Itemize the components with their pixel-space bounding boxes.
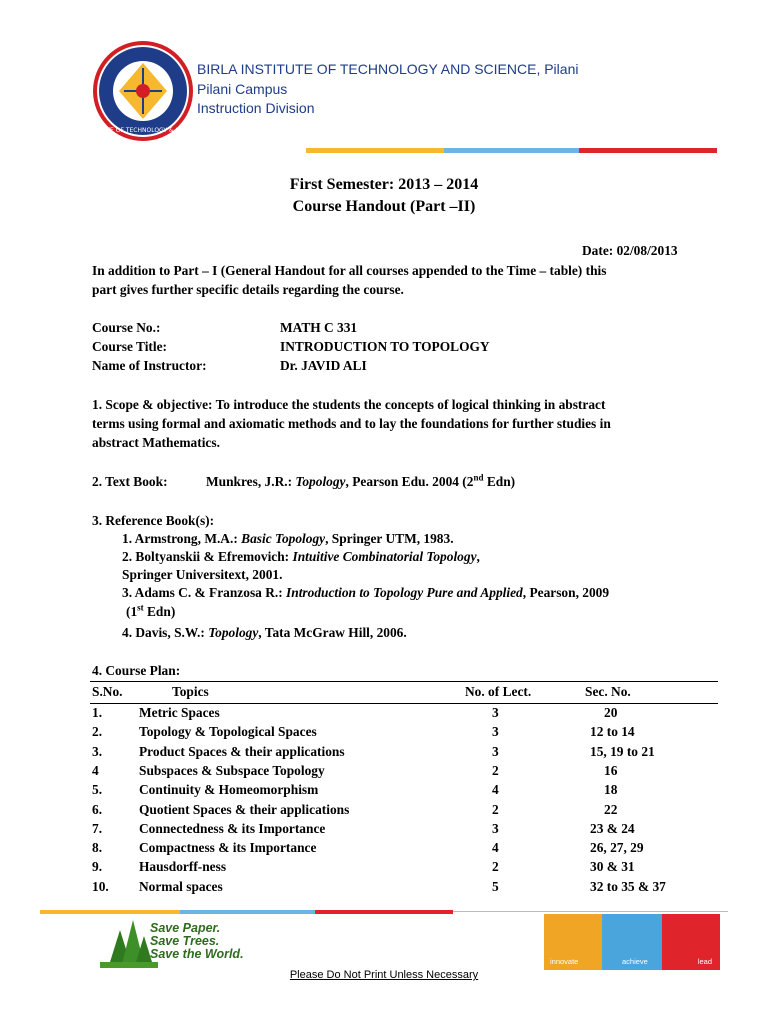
cell-section: 18 <box>604 782 618 798</box>
plan-heading: 4. Course Plan: <box>92 663 181 678</box>
cell-topic: Compactness & its Importance <box>139 840 317 856</box>
cell-sno: 2. <box>92 724 103 740</box>
ref-1 <box>122 531 454 547</box>
table-header-rule <box>90 703 718 704</box>
cell-topic: Metric Spaces <box>139 705 220 720</box>
cell-section: 30 & 31 <box>590 859 635 875</box>
cell-topic: Subspaces & Subspace Topology <box>139 762 325 778</box>
cell-lectures: 3 <box>492 820 499 836</box>
cell-sno: 3. <box>92 743 103 759</box>
save-slogan <box>150 922 244 961</box>
cell-topic: Quotient Spaces & their applications <box>139 801 350 817</box>
ref-4-title: Topology <box>208 625 259 640</box>
save-paper: Save Paper. <box>150 921 221 935</box>
ref-3-edition-a: (1 <box>126 604 138 619</box>
course-no-label: Course No.: <box>92 320 161 335</box>
scope-line-2: terms using formal and axiomatic methods and to lay the foundations for further studies in <box>92 416 611 431</box>
ref-2-title: Intuitive Combinatorial Topology <box>292 549 477 564</box>
save-trees: Save Trees. <box>150 934 220 948</box>
table-row <box>0 782 768 801</box>
table-top-rule <box>90 681 718 682</box>
header-topics: Topics <box>172 684 209 699</box>
cell-sno: 5. <box>92 782 103 798</box>
ref-1-author: 1. Armstrong, M.A.: <box>122 531 242 546</box>
table-row <box>0 879 768 898</box>
intro-line-1: In addition to Part – I (General Handout for all courses appended to the Time – table) this <box>92 263 607 278</box>
cell-lectures: 3 <box>492 743 499 759</box>
table-row <box>0 859 768 878</box>
ref-1-rest: , Springer UTM, 1983. <box>325 531 454 546</box>
header-bar-red <box>579 148 717 153</box>
cell-section: 20 <box>604 705 618 720</box>
banner-innovate <box>544 914 602 970</box>
table-row <box>0 821 768 840</box>
cell-section: 26, 27, 29 <box>590 840 644 856</box>
ref-4 <box>122 625 407 641</box>
course-title-label: Course Title: <box>92 339 168 354</box>
cell-sno: 7. <box>92 820 103 836</box>
ref-3-edition <box>126 604 175 620</box>
cell-section: 16 <box>604 762 618 778</box>
ref-2 <box>122 549 480 565</box>
cell-topic: Topology & Topological Spaces <box>139 724 317 740</box>
table-row <box>0 763 768 782</box>
achieve-text: achieve <box>622 957 648 966</box>
ref-2-author: 2. Boltyanskii & Efremovich: <box>122 549 293 564</box>
cell-sno: 8. <box>92 840 103 856</box>
cell-lectures: 4 <box>492 782 499 798</box>
handout-title: Course Handout (Part –II) <box>292 198 476 215</box>
cell-section: 15, 19 to 21 <box>590 743 655 759</box>
ref-3 <box>122 585 609 601</box>
cell-section: 12 to 14 <box>590 724 635 740</box>
cell-sno: 10. <box>92 878 109 894</box>
ref-3-edition-b: Edn) <box>143 604 176 619</box>
course-title: INTRODUCTION TO TOPOLOGY <box>280 339 490 354</box>
cell-lectures: 3 <box>492 705 499 720</box>
instructor-name: Dr. JAVID ALI <box>280 358 367 373</box>
ref-3-rest: , Pearson, 2009 <box>522 585 610 600</box>
scope-line-3: abstract Mathematics. <box>92 435 220 450</box>
ref-3-title: Introduction to Topology Pure and Applied <box>286 585 523 600</box>
scope-line-1: 1. Scope & objective: To introduce the students the concepts of logical thinking in abstract <box>92 397 606 412</box>
ref-3-author: 3. Adams C. & Franzosa R.: <box>122 585 287 600</box>
cell-section: 22 <box>604 801 618 817</box>
ref-4-rest: , Tata McGraw Hill, 2006. <box>258 625 407 640</box>
ref-3-edition-sup: st <box>137 602 144 613</box>
table-row <box>0 724 768 743</box>
campus-name: Pilani Campus <box>197 81 288 97</box>
table-header-row <box>0 684 768 703</box>
cell-sno: 9. <box>92 859 103 875</box>
ref-2-publisher: Springer Universitext, 2001. <box>122 567 283 582</box>
date: Date: 02/08/2013 <box>582 243 678 258</box>
banner-achieve <box>602 914 662 970</box>
textbook-rest: , Pearson Edu. 2004 (2 <box>345 474 474 489</box>
textbook-title: Topology <box>295 474 346 489</box>
footer-bar-red <box>315 910 453 914</box>
innovate-text: innovate <box>550 957 579 966</box>
ref-4-author: 4. Davis, S.W.: <box>122 625 209 640</box>
table-row <box>0 705 768 724</box>
cell-sno: 1. <box>92 705 103 720</box>
cell-topic: Continuity & Homeomorphism <box>139 782 319 798</box>
cell-section: 32 to 35 & 37 <box>590 878 666 894</box>
cell-lectures: 2 <box>492 801 499 817</box>
cell-lectures: 2 <box>492 859 499 875</box>
cell-topic: Normal spaces <box>139 878 223 894</box>
lead-text: lead <box>697 957 712 966</box>
textbook-label: 2. Text Book: <box>92 474 168 489</box>
semester-title: First Semester: 2013 – 2014 <box>289 176 479 193</box>
cell-sno: 6. <box>92 801 103 817</box>
intro-line-2: part gives further specific details regarding the course. <box>92 282 404 297</box>
table-row <box>0 802 768 821</box>
ref-2-rest: , <box>476 549 480 564</box>
instructor-label: Name of Instructor: <box>92 358 207 373</box>
bits-logo <box>63 40 223 142</box>
cell-lectures: 2 <box>492 762 499 778</box>
institute-name: BIRLA INSTITUTE OF TECHNOLOGY AND SCIENCE, Pilani <box>197 61 579 77</box>
innovate-achieve-lead-banner <box>544 914 720 970</box>
ref-heading: 3. Reference Book(s): <box>92 513 215 528</box>
cell-topic: Product Spaces & their applications <box>139 743 345 759</box>
division-name: Instruction Division <box>197 100 315 116</box>
textbook-sup: nd <box>473 472 484 483</box>
banner-lead <box>662 914 720 970</box>
header-lectures: No. of Lect. <box>465 684 532 699</box>
course-no: MATH C 331 <box>280 320 358 335</box>
header-section: Sec. No. <box>585 684 631 699</box>
textbook-author: Munkres, J.R.: <box>206 474 296 489</box>
cell-lectures: 5 <box>492 878 499 894</box>
print-notice: Please Do Not Print Unless Necessary <box>289 969 479 981</box>
textbook-entry <box>206 474 515 490</box>
cell-sno: 4 <box>92 762 99 778</box>
cell-topic: Connectedness & its Importance <box>139 820 326 836</box>
header-bar-blue <box>444 148 579 153</box>
logo-text: BIRLA INSTITUTE OF TECHNOLOGY & SCIENCE PILANI <box>63 127 223 134</box>
textbook-end: Edn) <box>483 474 516 489</box>
footer-rule <box>453 911 728 912</box>
table-row <box>0 744 768 763</box>
table-row <box>0 840 768 859</box>
cell-lectures: 3 <box>492 724 499 740</box>
cell-lectures: 4 <box>492 840 499 856</box>
ref-1-title: Basic Topology <box>241 531 326 546</box>
cell-section: 23 & 24 <box>590 820 635 836</box>
cell-topic: Hausdorff-ness <box>139 859 227 875</box>
header-bar-yellow <box>306 148 444 153</box>
save-world: Save the World. <box>150 947 244 961</box>
header-sno: S.No. <box>92 684 123 699</box>
